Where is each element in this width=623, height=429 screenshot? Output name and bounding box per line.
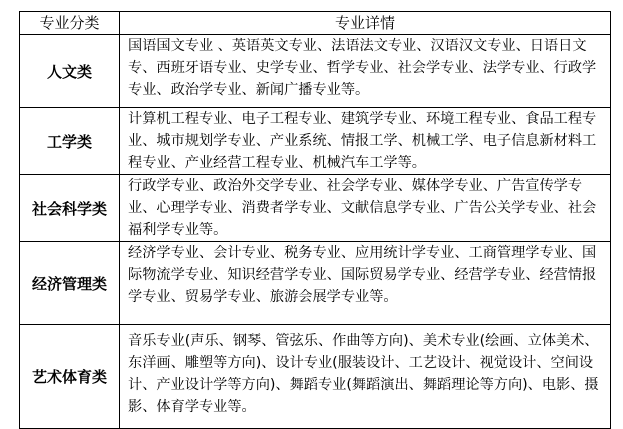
details-cell: 行政学专业、政治外交学专业、社会学专业、媒体学专业、广告宣传学专业、心理学专业、消费者学专业、文献信息学专业、广告公关学专业、社会福利学专业等。 — [120, 175, 611, 242]
details-cell: 音乐专业(声乐、钢琴、管弦乐、作曲等方向)、美术专业(绘画、立体美术、东洋画、雕塑等方向)、设计专业(服装设计、工艺设计、视觉设计、空间设计、产业设计学等方向)、舞蹈专业(舞蹈演出、舞蹈理论等方向)、电影、摄影、体育学专业等。 — [120, 325, 611, 429]
table-row — [20, 175, 611, 242]
details-cell: 计算机工程专业、电子工程专业、建筑学专业、环境工程专业、食品工程专业、城市规划学专业、产业系统、情报工学、机械工学、电子信息新材料工程专业、产业经营工程专业、机械汽车工学等。 — [120, 108, 611, 175]
table-row — [20, 325, 611, 429]
category-cell: 工学类 — [20, 108, 120, 175]
details-cell: 经济学专业、会计专业、税务专业、应用统计学专业、工商管理学专业、国际物流学专业、知识经营学专业、国际贸易学专业、经营学专业、经营情报学专业、贸易学专业、旅游会展学专业等。 — [120, 242, 611, 325]
header-details: 专业详情 — [120, 12, 611, 35]
majors-table — [19, 11, 611, 429]
category-cell: 经济管理类 — [20, 242, 120, 325]
category-cell: 人文类 — [20, 35, 120, 108]
table-row — [20, 35, 611, 108]
table-row — [20, 108, 611, 175]
majors-table-container — [19, 11, 610, 429]
details-cell: 国语国文专业 、英语英文专业、法语法文专业、汉语汉文专业、日语日文专、西班牙语专业、史学专业、哲学专业、社会学专业、法学专业、行政学专业、政治学专业、新闻广播专业等。 — [120, 35, 611, 108]
table-header-row — [20, 12, 611, 35]
header-category: 专业分类 — [20, 12, 120, 35]
category-cell: 艺术体育类 — [20, 325, 120, 429]
table-row — [20, 242, 611, 325]
category-cell: 社会科学类 — [20, 175, 120, 242]
